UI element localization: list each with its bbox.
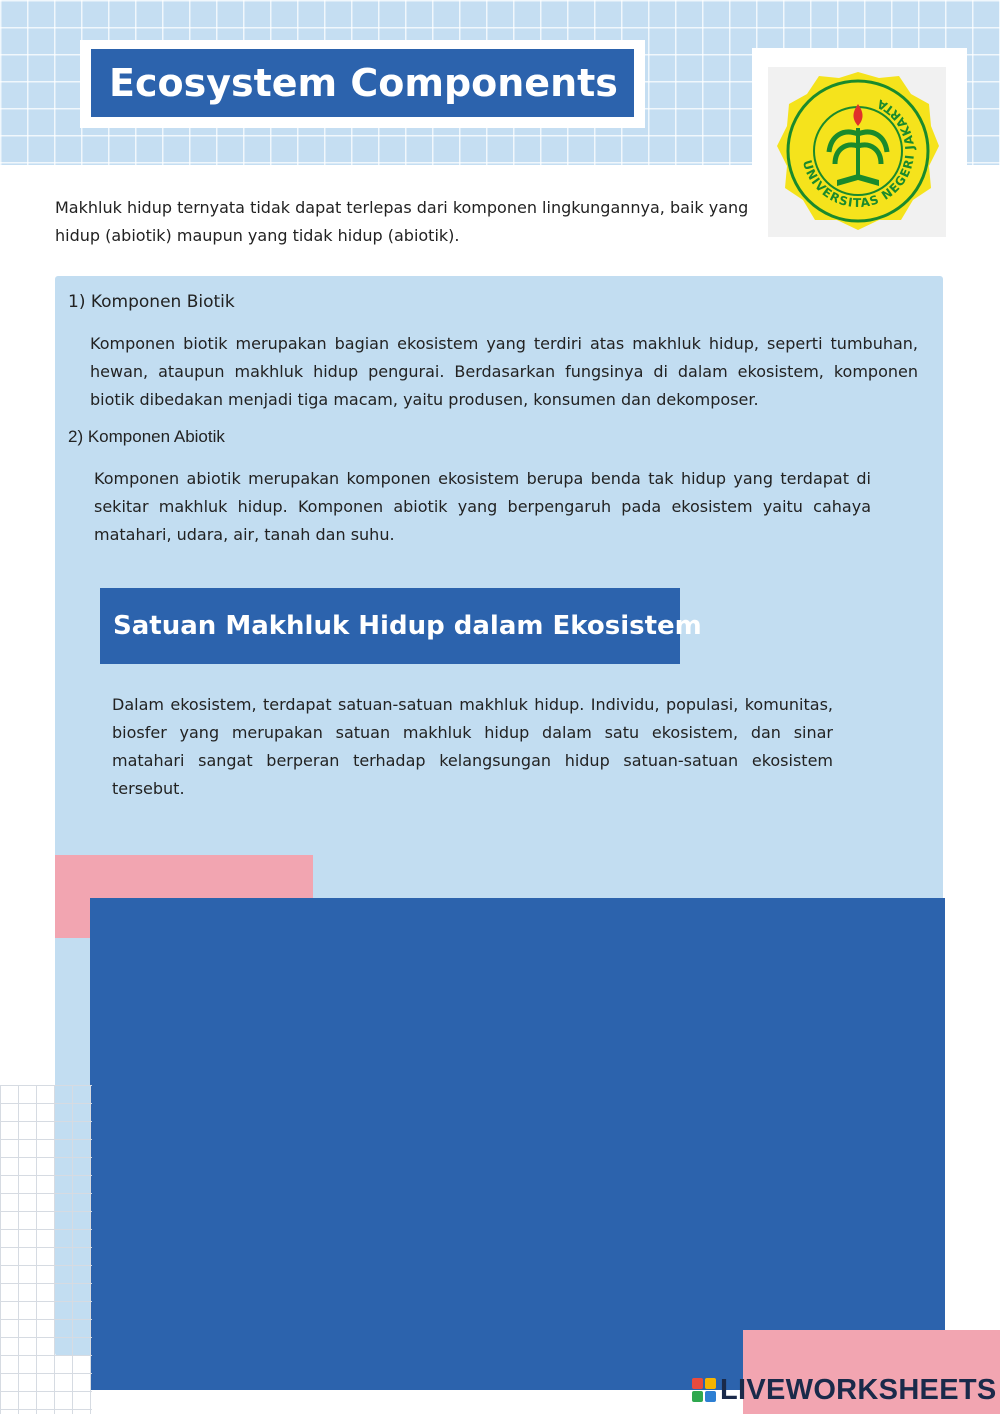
- intro-paragraph: Makhluk hidup ternyata tidak dapat terlepas dari komponen lingkungannya, baik yang hidup (abiotik) maupun yang tidak hidup (abiotik).: [55, 198, 749, 245]
- page-title: Ecosystem Components: [91, 49, 634, 117]
- universitas-negeri-jakarta-seal-icon: [775, 68, 941, 234]
- svg-text:UNIVERSITAS NEGERI JAKARTA: UNIVERSITAS NEGERI JAKARTA: [799, 96, 918, 211]
- liveworksheets-logo-icon: [692, 1378, 716, 1402]
- subsection-body: Dalam ekosistem, terdapat satuan-satuan makhluk hidup. Individu, populasi, komunitas, biosfer yang merupakan satuan makhluk hidup dalam satu ekosistem, dan sinar matahari sangat berperan terhadap kelangsungan hidup satuan-satuan ekosistem tersebut.: [112, 695, 833, 798]
- liveworksheets-wordmark: LIVEWORKSHEETS: [720, 1373, 997, 1406]
- section-body-biotik: Komponen biotik merupakan bagian ekosistem yang terdiri atas makhluk hidup, seperti tumbuhan, hewan, ataupun makhluk hidup pengurai. Berdasarkan fungsinya di dalam ekosistem, komponen biotik dibedakan menjadi tiga macam, yaitu produsen, konsumen dan dekomposer.: [90, 334, 918, 409]
- section-heading-abiotik: 2) Komponen Abiotik: [68, 427, 225, 446]
- corner-grid-decoration: [0, 1085, 92, 1414]
- section-body-abiotik: Komponen abiotik merupakan komponen ekosistem berupa benda tak hidup yang terdapat di sekitar makhluk hidup. Komponen abiotik yang berpengaruh pada ekosistem yaitu cahaya matahari, udara, air, tanah dan suhu.: [94, 469, 871, 544]
- subsection-title: Satuan Makhluk Hidup dalam Ekosistem: [100, 588, 680, 664]
- section-heading-biotik: 1) Komponen Biotik: [68, 292, 235, 312]
- liveworksheets-branding[interactable]: [692, 1374, 997, 1406]
- blue-content-block: [90, 898, 945, 1390]
